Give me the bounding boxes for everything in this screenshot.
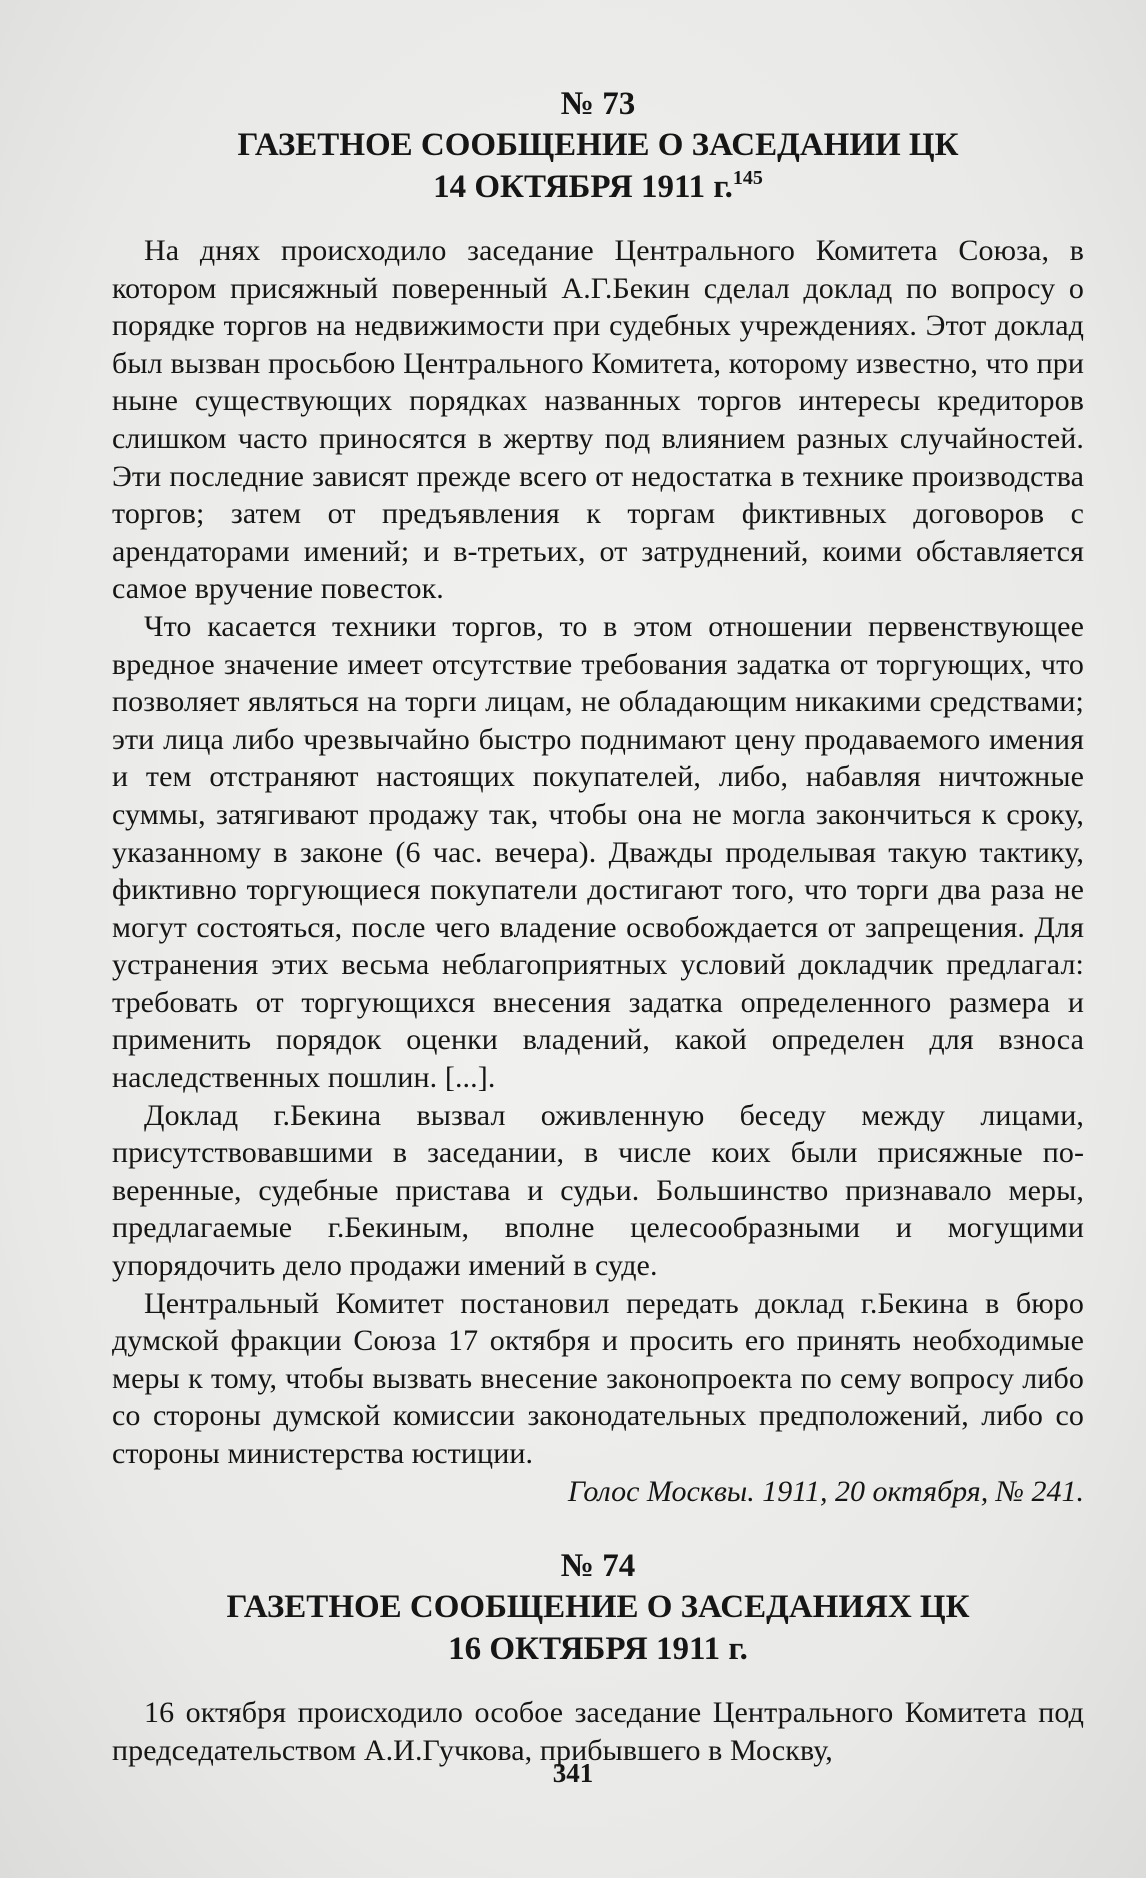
document-title-line: ГАЗЕТНОЕ СООБЩЕНИЕ О ЗАСЕДАНИИ ЦК <box>237 127 959 163</box>
source-citation: Голос Москвы. 1911, 20 октября, № 241. <box>567 1474 1084 1508</box>
paragraph: Доклад г.Бекина вызвал оживленную беседу между лицами, присутствовавшими в заседании, в числе коих были присяжные поверенные, судебные пристава и судьи. Большинство признавало меры, предлагаемые г.Бекиным, вполне целесообразными и могущими упорядочить дело продажи имений в суде. <box>112 1098 1084 1283</box>
text-column <box>112 84 1084 1769</box>
document-74 <box>112 1546 1084 1769</box>
paragraph: Что касается техники торгов, то в этом отношении первенствующее вредное значение имеет отсутствие требования задатка от торгующих, что позволяет являться на торги лицам, не обладающим никакими средствами; эти лица либо чрезвычайно быстро поднимают цену продаваемого имения и тем отстраняют настоящих покупателей, либо, набавляя ничтожные суммы, затягивают продажу так, чтобы она не могла закончиться к сроку, указанному в законе (6 час. вечера). Дважды проделывая такую тактику, фиктивно торгующиеся покупатели достигают того, что торги два раза не могут состояться, после чего владение освобождается от запрещения. Для устранения этих весьма неблагоприятных условий докладчик предлагал: требовать от торгующихся внесения задатка определенного размера и применить порядок оценки владений, какой определен для взноса наследственных пошлин. [...]. <box>112 609 1084 1095</box>
document-date-text: 14 ОКТЯБРЯ 1911 г. <box>433 169 733 205</box>
document-73 <box>112 84 1084 1510</box>
document-number: № 74 <box>560 1548 636 1585</box>
document-title: ГАЗЕТНОЕ СООБЩЕНИЕ О ЗАСЕДАНИЯХ ЦК <box>226 1589 970 1626</box>
document-title <box>112 124 1084 166</box>
paragraph: 16 октября происходило особое заседание Центрального Комитета под председательством А.И.Гучкова, прибывшего в Москву, <box>112 1696 1084 1767</box>
paragraph: На днях происходило заседание Центрального Комитета Союза, в котором присяжный поверенный А.Г.Бекин сделал доклад по вопросу о порядке торгов на недвижимости при судебных учреждениях. Этот доклад был вызван просьбою Центрального Комитета, которому известно, что при ныне существующих порядках названных торгов интересы кредиторов слишком часто приносятся в жертву под влиянием разных случайностей. Эти последние зависят прежде всего от недостатка в технике производства торгов; затем от предъявления к торгам фиктивных договоров с арендаторами имений; и в-третьих, от затруднений, коими обставляется самое вручение повесток. <box>112 234 1084 606</box>
document-date <box>112 166 1084 208</box>
document-number: № 73 <box>560 86 636 122</box>
paragraph: Центральный Комитет постановил передать доклад г.Бекина в бюро думской фракции Союза 17 октября и просить его принять необходимые меры к тому, чтобы вызвать внесение законопроекта по сему вопросу либо со стороны думской комиссии законодательных предположений, либо со стороны министерства юстиции. <box>112 1286 1084 1470</box>
document-date: 16 ОКТЯБРЯ 1911 г. <box>448 1631 748 1668</box>
page-number: 341 <box>552 1758 594 1788</box>
footnote-marker: 145 <box>732 167 763 189</box>
